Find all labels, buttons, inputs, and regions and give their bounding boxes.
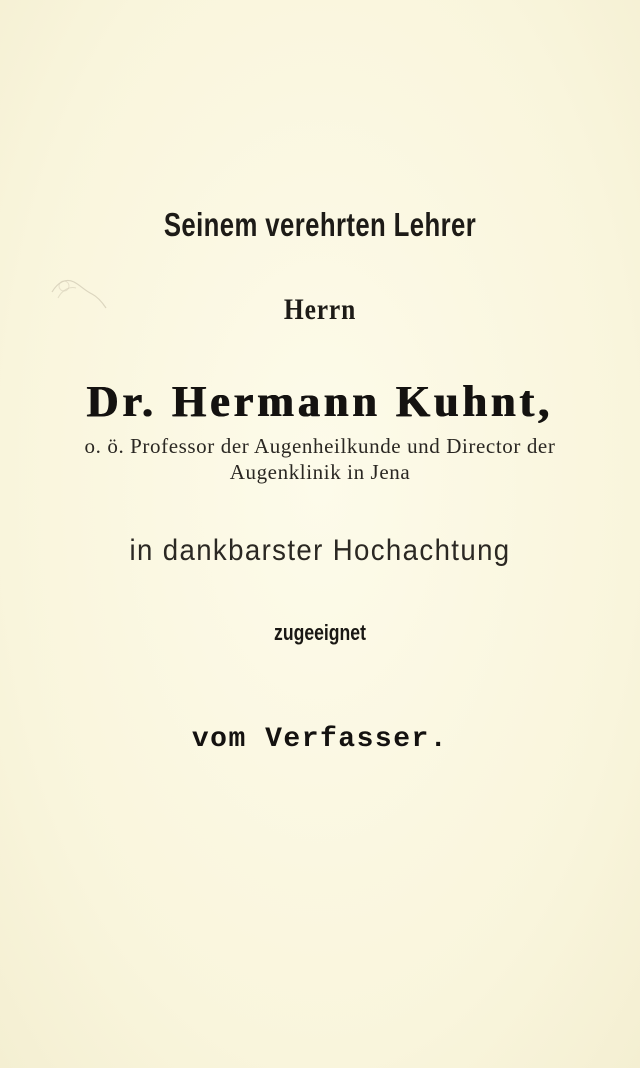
dedication-line: Seinem verehrten Lehrer	[163, 206, 477, 243]
honoree-name: Dr. Hermann Kuhnt,	[86, 377, 554, 426]
dedicated-word: zugeeignet	[274, 620, 366, 645]
honoree-title-line-1: o. ö. Professor der Augenheilkunde und Director der	[84, 434, 556, 458]
gratitude-line: in dankbarster Hochachtung	[129, 534, 511, 567]
honoree-title-line-2: Augenklinik in Jena	[229, 460, 411, 484]
author-line: vom Verfasser.	[191, 724, 449, 755]
salutation: Herrn	[283, 293, 357, 326]
